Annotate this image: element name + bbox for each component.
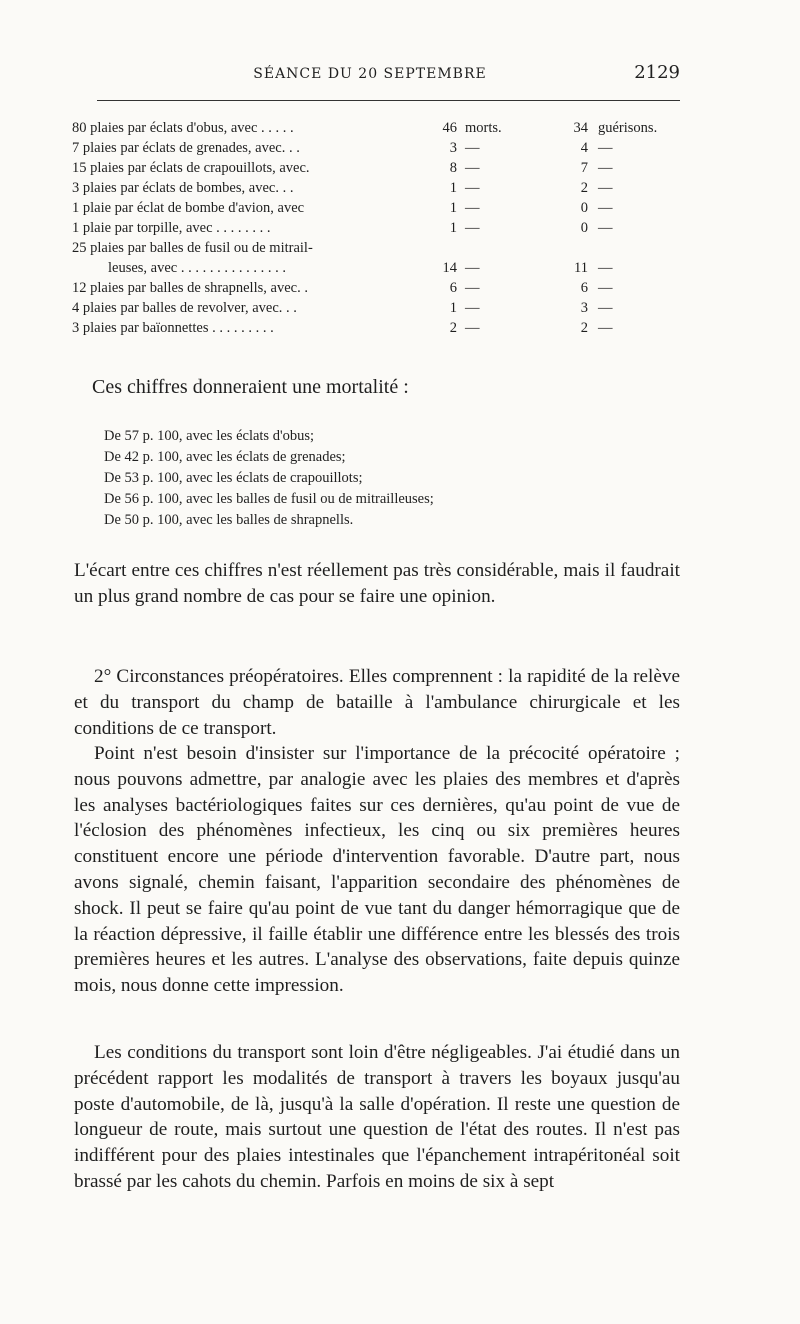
deaths-count: 6: [449, 280, 457, 296]
row-label: 3 plaies par baïonnettes . . . . . . . . .: [72, 320, 274, 336]
recoveries-word: —: [598, 160, 613, 176]
recoveries-count: 11: [574, 260, 588, 276]
row-label: 15 plaies par éclats de crapouillots, avec.: [72, 160, 310, 176]
deaths-count: 1: [449, 180, 457, 196]
list-item: De 57 p. 100, avec les éclats d'obus;: [104, 428, 314, 444]
paragraph-preoperative: 2° Circonstances préopératoires. Elles comprennent : la rapidité de la relève et du transport du champ de bataille à l'ambulance chirurgicale et les conditions de ce transport.: [74, 666, 680, 739]
table-row: [72, 178, 672, 198]
row-label: 80 plaies par éclats d'obus, avec . . . . .: [72, 120, 294, 136]
recoveries-count: 0: [580, 220, 588, 236]
recoveries-count: 7: [580, 160, 588, 176]
recoveries-count: 34: [573, 120, 588, 136]
row-label-line2: leuses, avec . . . . . . . . . . . . . . .: [108, 260, 286, 276]
deaths-word: —: [465, 300, 480, 316]
deaths-count: 3: [449, 140, 457, 156]
recoveries-word: —: [598, 180, 613, 196]
deaths-count: 2: [449, 320, 457, 336]
deaths-word: —: [465, 320, 480, 336]
table-row: [72, 278, 672, 298]
deaths-word: —: [465, 160, 480, 176]
header-title: SÉANCE DU 20 SEPTEMBRE: [253, 66, 487, 82]
list-item: De 42 p. 100, avec les éclats de grenades;: [104, 449, 346, 465]
deaths-count: 1: [449, 220, 457, 236]
deaths-word: —: [465, 180, 480, 196]
recoveries-word: —: [598, 300, 613, 316]
paragraph-precocity: Point n'est besoin d'insister sur l'importance de la précocité opératoire ; nous pouvons admettre, par analogie avec les plaies des membres et d'après les analyses bactériologiques faites sur ces dernières, qu'au point de vue de l'éclosion des phénomènes infectieux, les cinq ou six premières heures constituent encore une période d'intervention favorable. D'autre part, nous avons signalé, chemin faisant, l'apparition secondaire des phénomènes de shock. Il peut se faire qu'au point de vue tant du danger hémorragique que de la réaction dépressive, il faille établir une différence entre les blessés des trois premières heures et les autres. L'analyse des observations, faite depuis quinze mois, nous donne cette impression.: [74, 743, 680, 997]
mortality-intro: Ces chiffres donneraient une mortalité :: [92, 376, 409, 398]
recoveries-count: 0: [580, 200, 588, 216]
table-row: [72, 198, 672, 218]
wound-statistics-table: [72, 118, 672, 338]
deaths-word: —: [465, 200, 480, 216]
recoveries-word: —: [598, 200, 613, 216]
recoveries-count: 4: [580, 140, 588, 156]
deaths-count: 46: [442, 120, 457, 136]
table-row: [72, 298, 672, 318]
recoveries-count: 6: [580, 280, 588, 296]
row-label: 12 plaies par balles de shrapnells, avec. .: [72, 280, 308, 296]
row-label-line1: 25 plaies par balles de fusil ou de mitrail-: [72, 240, 313, 256]
list-item: De 56 p. 100, avec les balles de fusil ou de mitrailleuses;: [104, 491, 434, 507]
row-label: 1 plaie par éclat de bombe d'avion, avec: [72, 200, 305, 216]
deaths-word: —: [465, 220, 480, 236]
mortality-list: [104, 426, 434, 531]
recoveries-word: —: [598, 320, 613, 336]
deaths-word: —: [465, 280, 480, 296]
deaths-count: 8: [449, 160, 457, 176]
header-rule: [97, 100, 680, 101]
deaths-word: —: [465, 260, 480, 276]
deaths-count: 1: [449, 300, 457, 316]
recoveries-count: 2: [580, 180, 588, 196]
paragraph-conclusion: L'écart entre ces chiffres n'est réellement pas très considérable, mais il faudrait un plus grand nombre de cas pour se faire une opinion.: [74, 560, 680, 607]
table-row: [72, 138, 672, 158]
list-item: De 53 p. 100, avec les éclats de crapouillots;: [104, 470, 363, 486]
recoveries-word: guérisons.: [598, 120, 658, 136]
recoveries-word: —: [598, 260, 613, 276]
recoveries-word: —: [598, 140, 613, 156]
recoveries-count: 3: [580, 300, 588, 316]
row-label: 4 plaies par balles de revolver, avec. . .: [72, 300, 297, 316]
deaths-count: 14: [442, 260, 457, 276]
paragraph-transport: Les conditions du transport sont loin d'être négligeables. J'ai étudié dans un précédent rapport les modalités de transport à travers les boyaux jusqu'au poste d'automobile, de là, jusqu'à la salle d'opération. Il reste une question de longueur de route, mais surtout une question de l'état des routes. Il n'est pas indifférent pour des plaies intestinales que l'épanchement intrapéritonéal soit brassé par les cahots du chemin. Parfois en moins de six à sept: [74, 1042, 680, 1192]
recoveries-count: 2: [580, 320, 588, 336]
deaths-count: 1: [449, 200, 457, 216]
list-item: De 50 p. 100, avec les balles de shrapnells.: [104, 512, 354, 528]
table-row: [72, 238, 672, 278]
recoveries-word: —: [598, 220, 613, 236]
recoveries-word: —: [598, 280, 613, 296]
table-row: [72, 118, 672, 138]
table-row: [72, 158, 672, 178]
table-row: [72, 218, 672, 238]
row-label: 3 plaies par éclats de bombes, avec. . .: [72, 180, 294, 196]
table-row: [72, 318, 672, 338]
row-label: [72, 238, 432, 278]
deaths-word: —: [465, 140, 480, 156]
page-number: 2129: [634, 62, 680, 83]
row-label: 7 plaies par éclats de grenades, avec. . .: [72, 140, 300, 156]
deaths-word: morts.: [465, 120, 502, 136]
row-label: 1 plaie par torpille, avec . . . . . . . .: [72, 220, 271, 236]
